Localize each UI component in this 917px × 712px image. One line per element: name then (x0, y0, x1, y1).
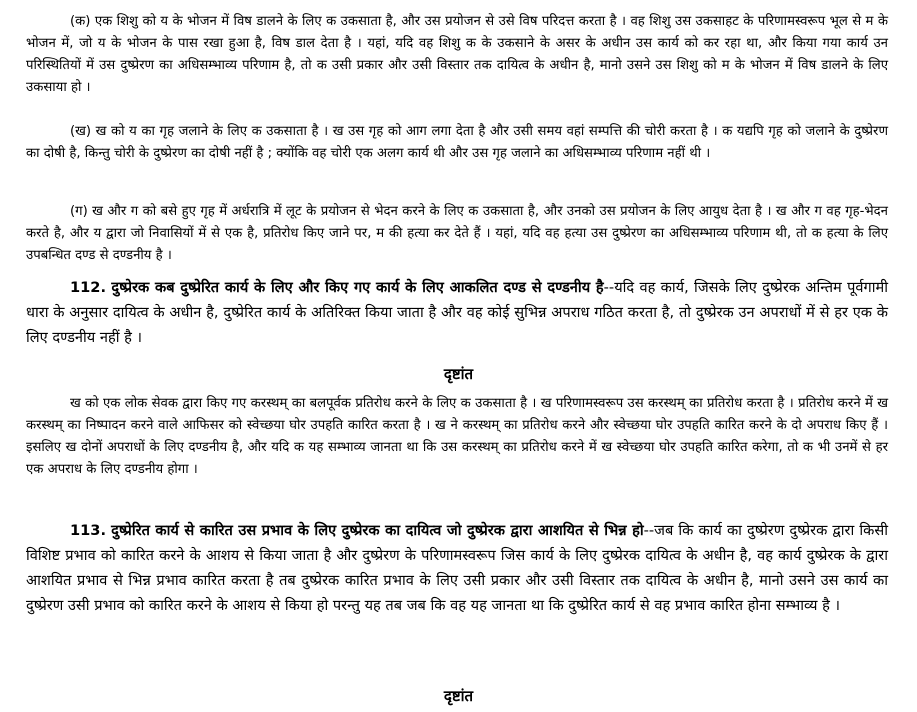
illustration-kh-paragraph: (ख) ख को य का गृह जलाने के लिए क उकसाता है । ख उस गृह को आग लगा देता है और उसी समय वहां सम्पत्ति की चोरी करता है । क यद्यपि गृह को जलाने के दुष्प्रेरण का दोषी है, किन्तु चोरी के दुष्प्रेरण का दोषी नहीं है ; क्योंकि वह चोरी एक अलग कार्य थी और उस गृह जलाने का अधिसम्भाव्य परिणाम नहीं थी । (26, 124, 888, 161)
section-113-title: दुष्प्रेरित कार्य से कारित उस प्रभाव के लिए दुष्प्रेरक का दायित्व जो दुष्प्रेरक द्वारा आशयित से भिन्न हो (111, 522, 644, 539)
section-112-body: --यदि वह कार्य, जिसके लिए दुष्प्रेरक अन्तिम पूर्वगामी धारा के अनुसार दायित्व के अधीन है, दुष्प्रेरित कार्य के अतिरिक्त किया जाता है और वह कोई सुभिन्न अपराध गठित करता है, तो दुष्प्रेरक उन अपराधों में से हर एक के लिए दण्डनीय नहीं है । (26, 279, 888, 346)
section-112-paragraph (26, 275, 888, 350)
illustration-g-paragraph: (ग) ख और ग को बसे हुए गृह में अर्धरात्रि में लूट के प्रयोजन से भेदन करने के लिए क उकसाता है, और उनको उस प्रयोजन के लिए आयुध देता है । ख और ग वह गृह-भेदन करते है, और य द्वारा जो निवासियों में से एक है, प्रतिरोध किए जाने पर, म की हत्या कर देते हैं । यहां, यदि वह हत्या उस दुष्प्रेरण का अधिसम्भाव्य परिणाम थी, तो क हत्या के लिए उपबन्धित दण्ड से दण्डनीय है । (26, 204, 888, 263)
section-113-number: 113. (70, 522, 107, 539)
section-113-paragraph (26, 518, 888, 618)
illustration-heading-2: दृष्टांत (443, 687, 474, 705)
section-113-body: --जब कि कार्य का दुष्प्रेरण दुष्प्रेरक द्वारा किसी विशिष्ट प्रभाव को कारित करने के आशय से किया जाता है और दुष्प्रेरण के परिणामस्वरूप जिस कार्य के लिए दुष्प्रेरक दायित्व के अधीन है, वह कार्य दुष्प्रेरक के द्वारा आशयित प्रभाव से भिन्न प्रभाव कारित करता है तब दुष्प्रेरक कारित प्रभाव के लिए उसी प्रकार और उसी विस्तार तक दायित्व के अधीन है, मानो उसने उस कार्य का दुष्प्रेरण उसी प्रभाव को कारित करने के आशय से किया हो परन्तु यह तब जब कि वह यह जानता था कि दुष्प्रेरित कार्य से वह प्रभाव कारित होना सम्भाव्य है । (26, 522, 888, 614)
section-112-number: 112. (70, 279, 107, 296)
section-112-title: दुष्प्रेरक कब दुष्प्रेरित कार्य के लिए और किए गए कार्य के लिए आकलित दण्ड से दण्डनीय है (111, 279, 604, 296)
illustration-heading-1: दृष्टांत (443, 365, 474, 383)
illustration-112-paragraph: ख को एक लोक सेवक द्वारा किए गए करस्थम् का बलपूर्वक प्रतिरोध करने के लिए क उकसाता है । ख परिणामस्वरूप उस करस्थम् का प्रतिरोध करता है । प्रतिरोध करने में ख करस्थम् का निष्पादन करने वाले आफिसर को स्वेच्छया घोर उपहति कारित करता है । ख ने करस्थम् का प्रतिरोध करने और स्वेच्छया घोर उपहति कारित करने के दो अपराध किए हैं । इसलिए ख दोनों अपराधों के लिए दण्डनीय है, और यदि क यह सम्भाव्य जानता था कि उस करस्थम् का प्रतिरोध करने में ख स्वेच्छया घोर उपहति कारित करेगा, तो क भी उनमें से हर एक अपराध के लिए दण्डनीय होगा । (26, 396, 888, 477)
illustration-k-paragraph: (क) एक शिशु को य के भोजन में विष डालने के लिए क उकसाता है, और उस प्रयोजन से उसे विष परिदत्त करता है । वह शिशु उस उकसाहट के परिणामस्वरूप भूल से म के भोजन में, जो य के भोजन के पास रखा हुआ है, विष डाल देता है । यहां, यदि वह शिशु क के उकसाने के असर के अधीन उस कार्य को कर रहा था, और किया गया कार्य उन परिस्थितियों में उस दुष्प्रेरण का अधिसम्भाव्य परिणाम है, तो क उसी प्रकार और उसी विस्तार तक दायित्व के अधीन है, मानो उसने उस शिशु को म के भोजन में विष डालने के लिए उकसाया हो । (26, 14, 888, 95)
